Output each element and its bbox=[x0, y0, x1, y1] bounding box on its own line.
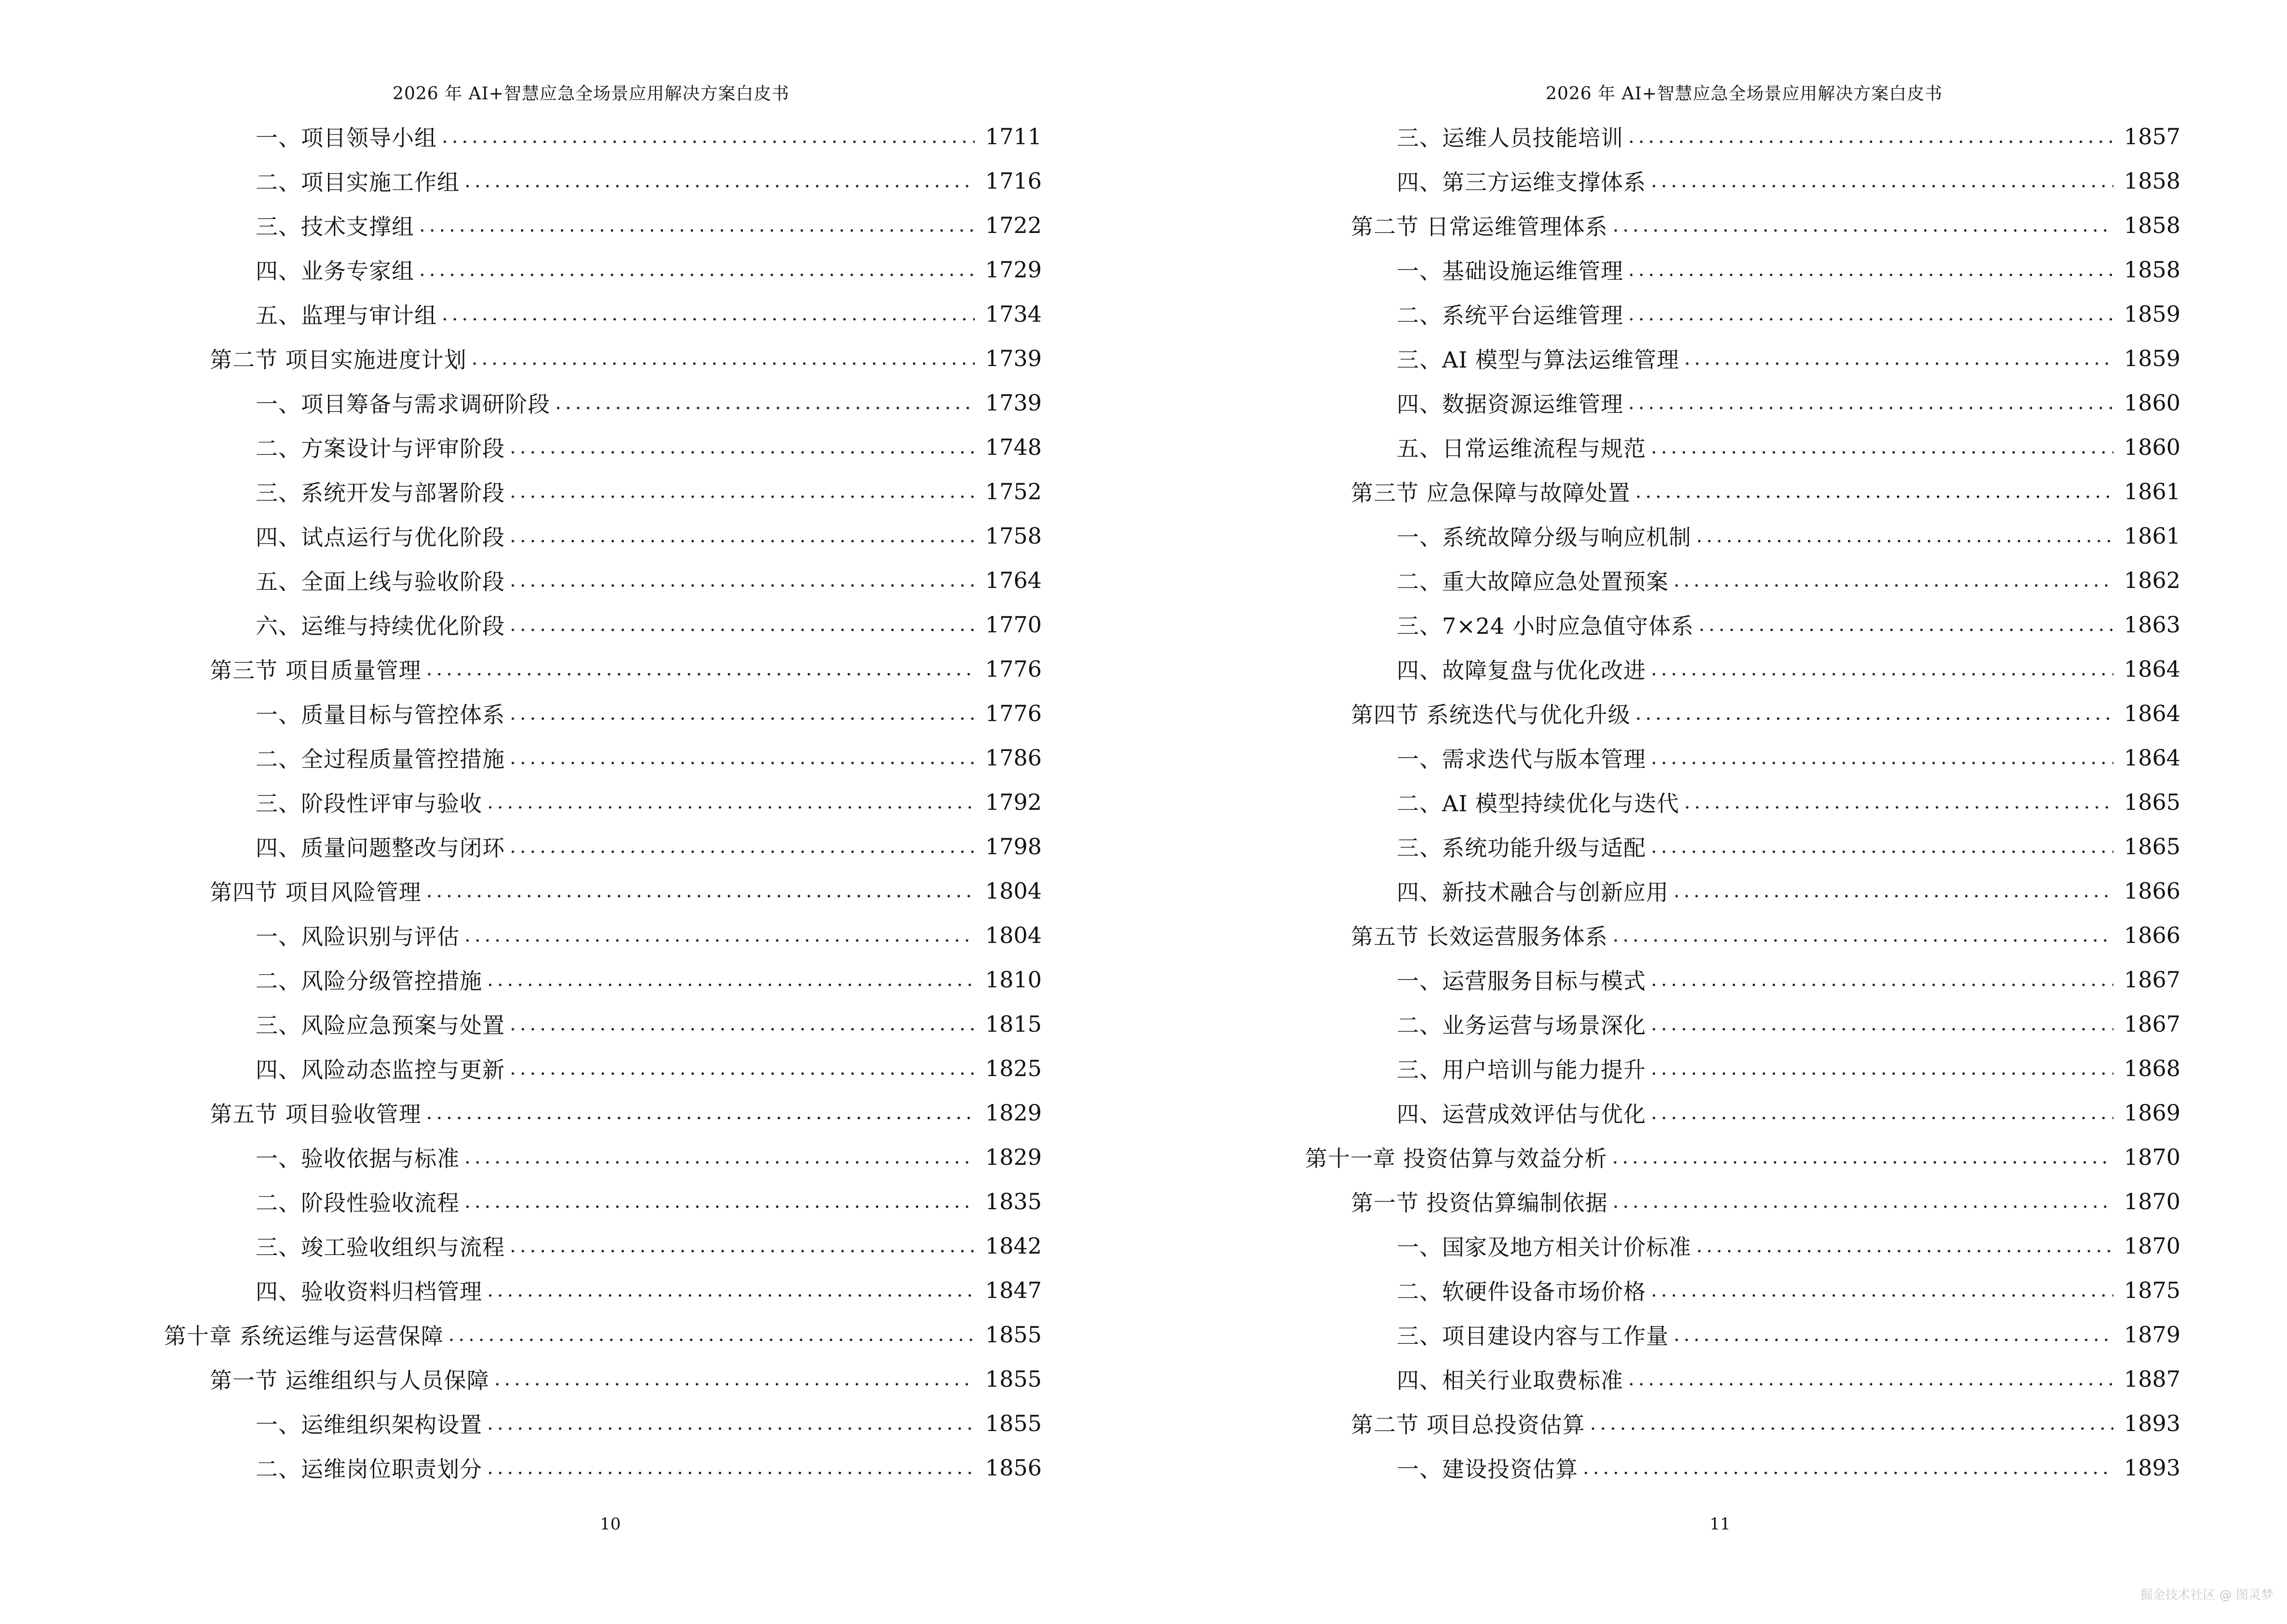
toc-entry[interactable] bbox=[164, 602, 1042, 647]
toc-entry[interactable] bbox=[164, 1446, 1042, 1490]
toc-leader-dots bbox=[487, 1412, 975, 1434]
toc-entry-title: 四、第三方运维支撑体系 bbox=[1397, 169, 1646, 195]
toc-entry[interactable] bbox=[1305, 1401, 2180, 1446]
toc-leader-dots bbox=[464, 924, 975, 946]
toc-entry[interactable] bbox=[164, 247, 1042, 292]
toc-leader-dots bbox=[510, 747, 975, 769]
toc-entry-page: 1867 bbox=[2124, 967, 2180, 993]
toc-entry-title: 五、监理与审计组 bbox=[256, 302, 437, 328]
toc-leader-dots bbox=[510, 614, 975, 636]
toc-entry-page: 1861 bbox=[2124, 523, 2180, 549]
toc-entry-page: 1868 bbox=[2124, 1055, 2180, 1081]
toc-entry-page: 1842 bbox=[985, 1233, 1042, 1259]
toc-entry[interactable] bbox=[1305, 558, 2180, 602]
toc-leader-dots bbox=[1674, 1324, 2113, 1346]
toc-entry[interactable] bbox=[1305, 159, 2180, 203]
toc-entry-title: 三、项目建设内容与工作量 bbox=[1397, 1323, 1669, 1349]
toc-entry[interactable] bbox=[1305, 203, 2180, 247]
toc-entry[interactable] bbox=[1305, 1135, 2180, 1179]
toc-leader-dots bbox=[1612, 1146, 2113, 1168]
toc-entry[interactable] bbox=[1305, 114, 2180, 159]
toc-entry-page: 1798 bbox=[985, 833, 1042, 860]
toc-leader-dots bbox=[487, 1457, 975, 1479]
toc-entry-title: 第十一章 投资估算与效益分析 bbox=[1305, 1146, 1607, 1172]
toc-entry-title: 一、系统故障分级与响应机制 bbox=[1397, 524, 1691, 550]
toc-leader-dots bbox=[1613, 1190, 2113, 1213]
toc-leader-dots bbox=[510, 569, 975, 591]
toc-entry-page: 1786 bbox=[985, 745, 1042, 771]
page-header: 2026 年 AI+智慧应急全场景应用解决方案白皮书 bbox=[1546, 84, 1943, 104]
toc-leader-dots bbox=[1651, 1057, 2113, 1079]
toc-entry-title: 四、新技术融合与创新应用 bbox=[1397, 879, 1669, 905]
toc-entry[interactable] bbox=[164, 869, 1042, 913]
toc-entry-title: 第二节 项目总投资估算 bbox=[1351, 1412, 1585, 1438]
toc-leader-dots bbox=[1651, 1102, 2113, 1124]
toc-entry-title: 二、阶段性验收流程 bbox=[256, 1190, 460, 1216]
toc-leader-dots bbox=[1590, 1412, 2113, 1434]
toc-entry[interactable] bbox=[164, 159, 1042, 203]
toc-entry-page: 1748 bbox=[985, 434, 1042, 460]
toc-leader-dots bbox=[419, 214, 975, 236]
toc-entry[interactable] bbox=[1305, 469, 2180, 514]
page-header: 2026 年 AI+智慧应急全场景应用解决方案白皮书 bbox=[393, 84, 790, 104]
toc-entry-page: 1776 bbox=[985, 656, 1042, 682]
toc-entry[interactable] bbox=[1305, 1357, 2180, 1401]
toc-entry[interactable] bbox=[1305, 1179, 2180, 1224]
toc-entry[interactable] bbox=[164, 1046, 1042, 1091]
toc-entry-page: 1729 bbox=[985, 257, 1042, 283]
toc-leader-dots bbox=[1674, 569, 2113, 591]
toc-entry[interactable] bbox=[1305, 1002, 2180, 1046]
toc-entry[interactable] bbox=[164, 114, 1042, 159]
toc-entry-page: 1804 bbox=[985, 878, 1042, 904]
toc-entry-page: 1870 bbox=[2124, 1144, 2180, 1170]
toc-entry[interactable] bbox=[1305, 780, 2180, 824]
toc-entry-title: 第二节 项目实施进度计划 bbox=[210, 347, 467, 373]
toc-leader-dots bbox=[1651, 747, 2113, 769]
toc-leader-dots bbox=[419, 259, 975, 281]
toc-entry[interactable] bbox=[1305, 691, 2180, 736]
toc-entry-title: 一、运维组织架构设置 bbox=[256, 1412, 482, 1438]
toc-entry-title: 第四节 系统迭代与优化升级 bbox=[1351, 702, 1631, 728]
toc-entry-page: 1864 bbox=[2124, 745, 2180, 771]
toc-entry-page: 1859 bbox=[2124, 301, 2180, 327]
toc-leader-dots bbox=[510, 702, 975, 724]
toc-entry-page: 1867 bbox=[2124, 1011, 2180, 1037]
toc-entry-page: 1858 bbox=[2124, 212, 2180, 238]
toc-leader-dots bbox=[1674, 880, 2113, 902]
toc-entry-title: 三、AI 模型与算法运维管理 bbox=[1397, 347, 1680, 373]
toc-leader-dots bbox=[472, 347, 975, 369]
toc-leader-dots bbox=[1651, 170, 2113, 192]
toc-entry-page: 1829 bbox=[985, 1144, 1042, 1170]
toc-entry-page: 1752 bbox=[985, 478, 1042, 505]
toc-entry-title: 二、项目实施工作组 bbox=[256, 169, 460, 195]
toc-entry-title: 第一节 运维组织与人员保障 bbox=[210, 1367, 490, 1393]
toc-entry-title: 三、系统功能升级与适配 bbox=[1397, 835, 1646, 861]
toc-entry[interactable] bbox=[1305, 913, 2180, 957]
toc-entry-page: 1810 bbox=[985, 967, 1042, 993]
toc-entry[interactable] bbox=[1305, 381, 2180, 425]
toc-entry-title: 二、风险分级管控措施 bbox=[256, 968, 482, 994]
toc-entry[interactable] bbox=[164, 1002, 1042, 1046]
toc-leader-dots bbox=[555, 392, 975, 414]
toc-leader-dots bbox=[442, 303, 975, 325]
toc-entry[interactable] bbox=[164, 691, 1042, 736]
toc-entry-title: 一、项目筹备与需求调研阶段 bbox=[256, 391, 550, 417]
toc-leader-dots bbox=[510, 1013, 975, 1035]
toc-entry-page: 1739 bbox=[985, 345, 1042, 371]
toc-entry-page: 1893 bbox=[2124, 1455, 2180, 1481]
toc-leader-dots bbox=[487, 1279, 975, 1301]
toc-entry-page: 1863 bbox=[2124, 612, 2180, 638]
toc-entry-page: 1856 bbox=[985, 1455, 1042, 1481]
toc-entry-title: 第十章 系统运维与运营保障 bbox=[164, 1323, 444, 1349]
toc-entry-title: 三、系统开发与部署阶段 bbox=[256, 480, 505, 506]
toc-entry-title: 第二节 日常运维管理体系 bbox=[1351, 214, 1608, 240]
toc-entry[interactable] bbox=[1305, 1312, 2180, 1357]
toc-leader-dots bbox=[1684, 791, 2113, 813]
toc-entry-page: 1847 bbox=[985, 1277, 1042, 1303]
toc-entry-page: 1734 bbox=[985, 301, 1042, 327]
toc-entry-title: 二、运维岗位职责划分 bbox=[256, 1456, 482, 1482]
toc-entry-page: 1764 bbox=[985, 567, 1042, 593]
toc-entry[interactable] bbox=[164, 1401, 1042, 1446]
toc-entry-page: 1865 bbox=[2124, 789, 2180, 815]
toc-entry[interactable] bbox=[164, 647, 1042, 691]
toc-leader-dots bbox=[510, 835, 975, 858]
toc-entry[interactable] bbox=[1305, 1268, 2180, 1312]
toc-leader-dots bbox=[449, 1324, 975, 1346]
toc-entry-title: 三、技术支撑组 bbox=[256, 214, 414, 240]
toc-entry-title: 一、建设投资估算 bbox=[1397, 1456, 1578, 1482]
toc-leader-dots bbox=[1613, 924, 2113, 946]
toc-entry-title: 一、验收依据与标准 bbox=[256, 1146, 460, 1172]
toc-entry[interactable] bbox=[164, 1224, 1042, 1268]
toc-entry-page: 1866 bbox=[2124, 878, 2180, 904]
toc-leader-dots bbox=[487, 791, 975, 813]
toc-leader-dots bbox=[1699, 614, 2113, 636]
toc-entry[interactable] bbox=[164, 1091, 1042, 1135]
toc-entry-title: 四、故障复盘与优化改进 bbox=[1397, 657, 1646, 683]
toc-entry[interactable] bbox=[164, 1179, 1042, 1224]
toc-entry-title: 第一节 投资估算编制依据 bbox=[1351, 1190, 1608, 1216]
toc-entry[interactable] bbox=[1305, 292, 2180, 336]
toc-entry-page: 1858 bbox=[2124, 257, 2180, 283]
toc-entry-title: 四、业务专家组 bbox=[256, 258, 414, 284]
toc-leader-dots bbox=[1628, 259, 2113, 281]
toc-entry-page: 1792 bbox=[985, 789, 1042, 815]
toc-leader-dots bbox=[510, 436, 975, 458]
toc-entry-title: 二、系统平台运维管理 bbox=[1397, 302, 1623, 328]
toc-leader-dots bbox=[1628, 1368, 2113, 1390]
toc-entry-title: 一、项目领导小组 bbox=[256, 125, 437, 151]
toc-entry-title: 一、基础设施运维管理 bbox=[1397, 258, 1623, 284]
toc-leader-dots bbox=[1651, 835, 2113, 858]
toc-entry-title: 三、运维人员技能培训 bbox=[1397, 125, 1623, 151]
toc-entry-page: 1870 bbox=[2124, 1233, 2180, 1259]
toc-leader-dots bbox=[1696, 1235, 2113, 1257]
toc-leader-dots bbox=[1628, 303, 2113, 325]
toc-entry-page: 1862 bbox=[2124, 567, 2180, 593]
toc-entry[interactable] bbox=[1305, 1446, 2180, 1490]
toc-entry-title: 一、需求迭代与版本管理 bbox=[1397, 746, 1646, 772]
toc-entry-page: 1860 bbox=[2124, 434, 2180, 460]
toc-leader-dots bbox=[464, 1190, 975, 1213]
toc-entry-title: 二、软硬件设备市场价格 bbox=[1397, 1279, 1646, 1305]
toc-entry-title: 第三节 项目质量管理 bbox=[210, 657, 422, 683]
toc-entry[interactable] bbox=[164, 203, 1042, 247]
toc-entry-page: 1866 bbox=[2124, 922, 2180, 948]
toc-entry[interactable] bbox=[1305, 425, 2180, 469]
toc-entry[interactable] bbox=[1305, 1224, 2180, 1268]
toc-entry-title: 二、全过程质量管控措施 bbox=[256, 746, 505, 772]
toc-entry[interactable] bbox=[1305, 514, 2180, 558]
toc-entry-page: 1857 bbox=[2124, 123, 2180, 150]
toc-leader-dots bbox=[426, 1102, 975, 1124]
toc-leader-dots bbox=[1613, 214, 2113, 236]
toc-entry[interactable] bbox=[1305, 247, 2180, 292]
toc-leader-dots bbox=[510, 1235, 975, 1257]
toc-entry-page: 1865 bbox=[2124, 833, 2180, 860]
toc-entry[interactable] bbox=[164, 425, 1042, 469]
toc-entry-page: 1711 bbox=[985, 123, 1042, 150]
toc-entry-page: 1893 bbox=[2124, 1410, 2180, 1436]
toc-entry-page: 1855 bbox=[985, 1366, 1042, 1392]
toc-entry-page: 1825 bbox=[985, 1055, 1042, 1081]
toc-entry-title: 三、阶段性评审与验收 bbox=[256, 791, 482, 817]
page-number: 10 bbox=[599, 1515, 621, 1534]
toc-entry[interactable] bbox=[164, 913, 1042, 957]
toc-leader-dots bbox=[510, 525, 975, 547]
toc-entry-page: 1859 bbox=[2124, 345, 2180, 371]
toc-entry-page: 1869 bbox=[2124, 1100, 2180, 1126]
toc-entry-title: 五、日常运维流程与规范 bbox=[1397, 436, 1646, 462]
toc-entry[interactable] bbox=[164, 292, 1042, 336]
toc-entry-page: 1815 bbox=[985, 1011, 1042, 1037]
toc-entry-page: 1875 bbox=[2124, 1277, 2180, 1303]
toc-leader-dots bbox=[1651, 969, 2113, 991]
toc-entry-title: 二、AI 模型持续优化与迭代 bbox=[1397, 791, 1680, 817]
toc-entry-title: 二、业务运营与场景深化 bbox=[1397, 1012, 1646, 1038]
toc-entry-page: 1776 bbox=[985, 700, 1042, 726]
toc-entry[interactable] bbox=[164, 336, 1042, 381]
toc-entry[interactable] bbox=[164, 514, 1042, 558]
toc-list-left bbox=[164, 114, 1042, 1490]
toc-entry[interactable] bbox=[1305, 1091, 2180, 1135]
toc-leader-dots bbox=[426, 658, 975, 680]
toc-entry[interactable] bbox=[1305, 824, 2180, 869]
toc-entry[interactable] bbox=[164, 1135, 1042, 1179]
toc-leader-dots bbox=[510, 480, 975, 503]
toc-leader-dots bbox=[510, 1057, 975, 1079]
toc-entry-page: 1860 bbox=[2124, 390, 2180, 416]
toc-entry-title: 四、质量问题整改与闭环 bbox=[256, 835, 505, 861]
toc-entry-title: 一、质量目标与管控体系 bbox=[256, 702, 505, 728]
toc-entry-title: 五、全面上线与验收阶段 bbox=[256, 569, 505, 595]
toc-leader-dots bbox=[464, 170, 975, 192]
toc-entry-page: 1722 bbox=[985, 212, 1042, 238]
toc-entry-title: 四、试点运行与优化阶段 bbox=[256, 524, 505, 550]
toc-entry[interactable] bbox=[1305, 602, 2180, 647]
toc-entry[interactable] bbox=[164, 824, 1042, 869]
toc-entry[interactable] bbox=[164, 1268, 1042, 1312]
toc-entry-title: 四、数据资源运维管理 bbox=[1397, 391, 1623, 417]
toc-leader-dots bbox=[1628, 392, 2113, 414]
toc-entry-title: 第五节 长效运营服务体系 bbox=[1351, 924, 1608, 950]
toc-entry-page: 1829 bbox=[985, 1100, 1042, 1126]
watermark: 掘金技术社区 @ 图灵梦 bbox=[2140, 1588, 2273, 1602]
toc-entry-title: 一、国家及地方相关计价标准 bbox=[1397, 1234, 1691, 1260]
toc-entry-title: 第五节 项目验收管理 bbox=[210, 1101, 422, 1127]
toc-entry[interactable] bbox=[164, 736, 1042, 780]
toc-entry-page: 1739 bbox=[985, 390, 1042, 416]
toc-entry[interactable] bbox=[164, 1357, 1042, 1401]
toc-leader-dots bbox=[494, 1368, 975, 1390]
toc-entry-page: 1864 bbox=[2124, 700, 2180, 726]
toc-entry-title: 第三节 应急保障与故障处置 bbox=[1351, 480, 1631, 506]
toc-entry-page: 1887 bbox=[2124, 1366, 2180, 1392]
toc-entry[interactable] bbox=[164, 1312, 1042, 1357]
toc-entry[interactable] bbox=[1305, 736, 2180, 780]
toc-entry-page: 1804 bbox=[985, 922, 1042, 948]
toc-entry[interactable] bbox=[164, 957, 1042, 1002]
toc-entry-page: 1879 bbox=[2124, 1322, 2180, 1348]
toc-entry-title: 三、竣工验收组织与流程 bbox=[256, 1234, 505, 1260]
toc-entry[interactable] bbox=[164, 780, 1042, 824]
toc-entry-title: 四、运营成效评估与优化 bbox=[1397, 1101, 1646, 1127]
toc-leader-dots bbox=[1696, 525, 2113, 547]
toc-entry-page: 1864 bbox=[2124, 656, 2180, 682]
toc-entry-title: 一、风险识别与评估 bbox=[256, 924, 460, 950]
toc-entry-page: 1758 bbox=[985, 523, 1042, 549]
toc-entry[interactable] bbox=[1305, 647, 2180, 691]
toc-entry-page: 1855 bbox=[985, 1410, 1042, 1436]
toc-entry-page: 1770 bbox=[985, 612, 1042, 638]
toc-leader-dots bbox=[1635, 702, 2113, 724]
toc-entry-page: 1855 bbox=[985, 1322, 1042, 1348]
toc-entry[interactable] bbox=[164, 381, 1042, 425]
toc-leader-dots bbox=[442, 125, 975, 148]
toc-entry[interactable] bbox=[1305, 957, 2180, 1002]
toc-entry-page: 1716 bbox=[985, 168, 1042, 194]
toc-entry[interactable] bbox=[1305, 1046, 2180, 1091]
toc-entry[interactable] bbox=[164, 469, 1042, 514]
toc-leader-dots bbox=[1651, 1013, 2113, 1035]
toc-entry-title: 二、方案设计与评审阶段 bbox=[256, 436, 505, 462]
toc-list-right bbox=[1305, 114, 2180, 1490]
toc-leader-dots bbox=[1583, 1457, 2113, 1479]
toc-leader-dots bbox=[464, 1146, 975, 1168]
toc-entry-title: 一、运营服务目标与模式 bbox=[1397, 968, 1646, 994]
toc-entry-title: 六、运维与持续优化阶段 bbox=[256, 613, 505, 639]
toc-entry[interactable] bbox=[1305, 336, 2180, 381]
toc-leader-dots bbox=[1651, 1279, 2113, 1301]
toc-entry-title: 三、7×24 小时应急值守体系 bbox=[1397, 613, 1694, 639]
toc-entry-title: 二、重大故障应急处置预案 bbox=[1397, 569, 1669, 595]
toc-leader-dots bbox=[1651, 436, 2113, 458]
toc-entry-page: 1870 bbox=[2124, 1188, 2180, 1215]
toc-entry-title: 四、验收资料归档管理 bbox=[256, 1279, 482, 1305]
toc-entry-title: 四、风险动态监控与更新 bbox=[256, 1057, 505, 1083]
toc-leader-dots bbox=[1684, 347, 2113, 369]
toc-entry-title: 四、相关行业取费标准 bbox=[1397, 1367, 1623, 1393]
toc-leader-dots bbox=[1628, 125, 2113, 148]
page-number: 11 bbox=[1709, 1515, 1731, 1534]
toc-leader-dots bbox=[1651, 658, 2113, 680]
toc-leader-dots bbox=[426, 880, 975, 902]
toc-entry-title: 三、用户培训与能力提升 bbox=[1397, 1057, 1646, 1083]
toc-entry-page: 1858 bbox=[2124, 168, 2180, 194]
toc-entry-page: 1835 bbox=[985, 1188, 1042, 1215]
right-page bbox=[1144, 0, 2287, 1624]
toc-leader-dots bbox=[487, 969, 975, 991]
toc-entry[interactable] bbox=[164, 558, 1042, 602]
toc-entry-title: 三、风险应急预案与处置 bbox=[256, 1012, 505, 1038]
toc-leader-dots bbox=[1635, 480, 2113, 503]
toc-entry-page: 1861 bbox=[2124, 478, 2180, 505]
toc-entry-title: 第四节 项目风险管理 bbox=[210, 879, 422, 905]
toc-entry[interactable] bbox=[1305, 869, 2180, 913]
